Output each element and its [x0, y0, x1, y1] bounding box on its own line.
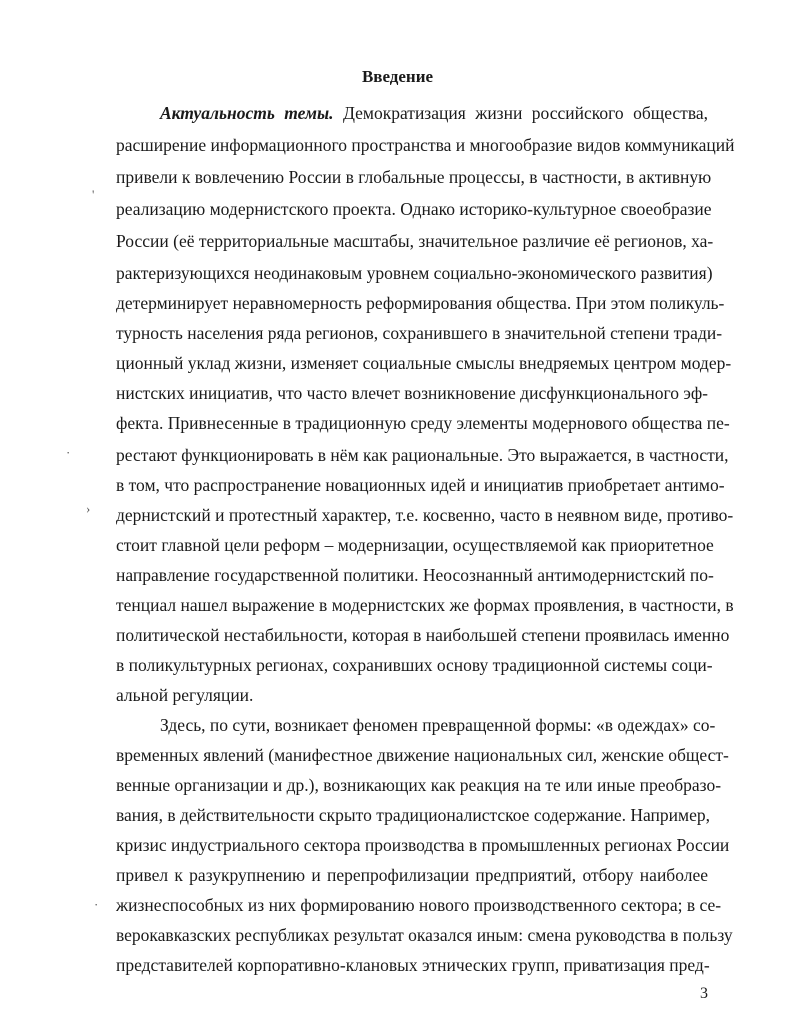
- paragraph-2-line: привел к разукрупнению и перепрофилизации предприятий, отбору наиболее: [116, 865, 708, 885]
- paragraph-1-line: фекта. Привнесенные в традиционную среду элементы модернового общества пе-: [116, 413, 730, 433]
- section-lead-heading: Актуальность темы.: [160, 103, 334, 123]
- paragraph-2-line: временных явлений (манифестное движение национальных сил, женские общест-: [116, 745, 729, 765]
- scan-speck: ›: [86, 501, 91, 516]
- paragraph-2-line: кризис индустриального сектора производства в промышленных регионах России: [116, 835, 730, 855]
- paragraph-1-line: детерминирует неравномерность реформирования общества. При этом поликуль-: [116, 293, 725, 313]
- paragraph-1-line: рестают функционировать в нём как рациональные. Это выражается, в частности,: [116, 445, 729, 465]
- paragraph-1-line: дернистский и протестный характер, т.е. косвенно, часто в неявном виде, противо-: [116, 505, 734, 525]
- paragraph-2-line: верокавказских республиках результат оказался иным: смена руководства в пользу: [116, 925, 733, 945]
- scan-speck: ': [92, 187, 95, 202]
- paragraph-2-line: Здесь, по сути, возникает феномен превращенной формы: «в одеждах» со-: [160, 715, 716, 735]
- paragraph-2-line: вания, в действительности скрыто традиционалистское содержание. Например,: [116, 805, 710, 825]
- paragraph-1-line: альной регуляции.: [116, 685, 254, 705]
- paragraph-2-line: жизнеспособных из них формированию нового производственного сектора; в се-: [116, 895, 722, 915]
- paragraph-1-line: в том, что распространение новационных идей и инициатив приобретает антимо-: [116, 475, 725, 495]
- paragraph-1-line: ционный уклад жизни, изменяет социальные смыслы внедряемых центром модер-: [116, 353, 732, 373]
- paragraph-1-line: нистских инициатив, что часто влечет возникновение дисфункционального эф-: [116, 383, 708, 403]
- paragraph-1-line: реализацию модернистского проекта. Однако историко-культурное своеобразие: [116, 199, 712, 219]
- paragraph-2-line: венные организации и др.), возникающих как реакция на те или иные преобразо-: [116, 775, 722, 795]
- page-title: Введение: [361, 67, 434, 86]
- page-number: 3: [700, 985, 708, 1002]
- paragraph-1-line: направление государственной политики. Неосознанный антимодернистский по-: [116, 565, 714, 585]
- paragraph-1-line: рактеризующихся неодинаковым уровнем социально-экономического развития): [116, 263, 713, 283]
- paragraph-1-line: политической нестабильности, которая в наибольшей степени проявилась именно: [116, 625, 730, 645]
- scan-speck: ·: [94, 897, 99, 912]
- paragraph-1-line: расширение информационного пространства и многообразие видов коммуникаций: [116, 135, 735, 155]
- paragraph-1-line: привели к вовлечению России в глобальные процессы, в частности, в активную: [116, 167, 712, 187]
- paragraph-1-line-1: [160, 102, 708, 124]
- paragraph-1-line: России (её территориальные масштабы, значительное различие её регионов, ха-: [116, 231, 714, 251]
- paragraph-1-line: в поликультурных регионах, сохранивших основу традиционной системы соци-: [116, 655, 713, 675]
- paragraph-1-line-1-text: Демократизация жизни российского общества,: [342, 103, 708, 123]
- paragraph-1-line: стоит главной цели реформ – модернизации, осуществляемой как приоритетное: [116, 535, 714, 555]
- paragraph-1-line: турность населения ряда регионов, сохранившего в значительной степени тради-: [116, 323, 723, 343]
- scan-speck: ·: [66, 445, 71, 460]
- paragraph-1-line: тенциал нашел выражение в модернистских же формах проявления, в частности, в: [116, 595, 734, 615]
- paragraph-2-line: представителей корпоративно-клановых этнических групп, приватизация пред-: [116, 955, 710, 975]
